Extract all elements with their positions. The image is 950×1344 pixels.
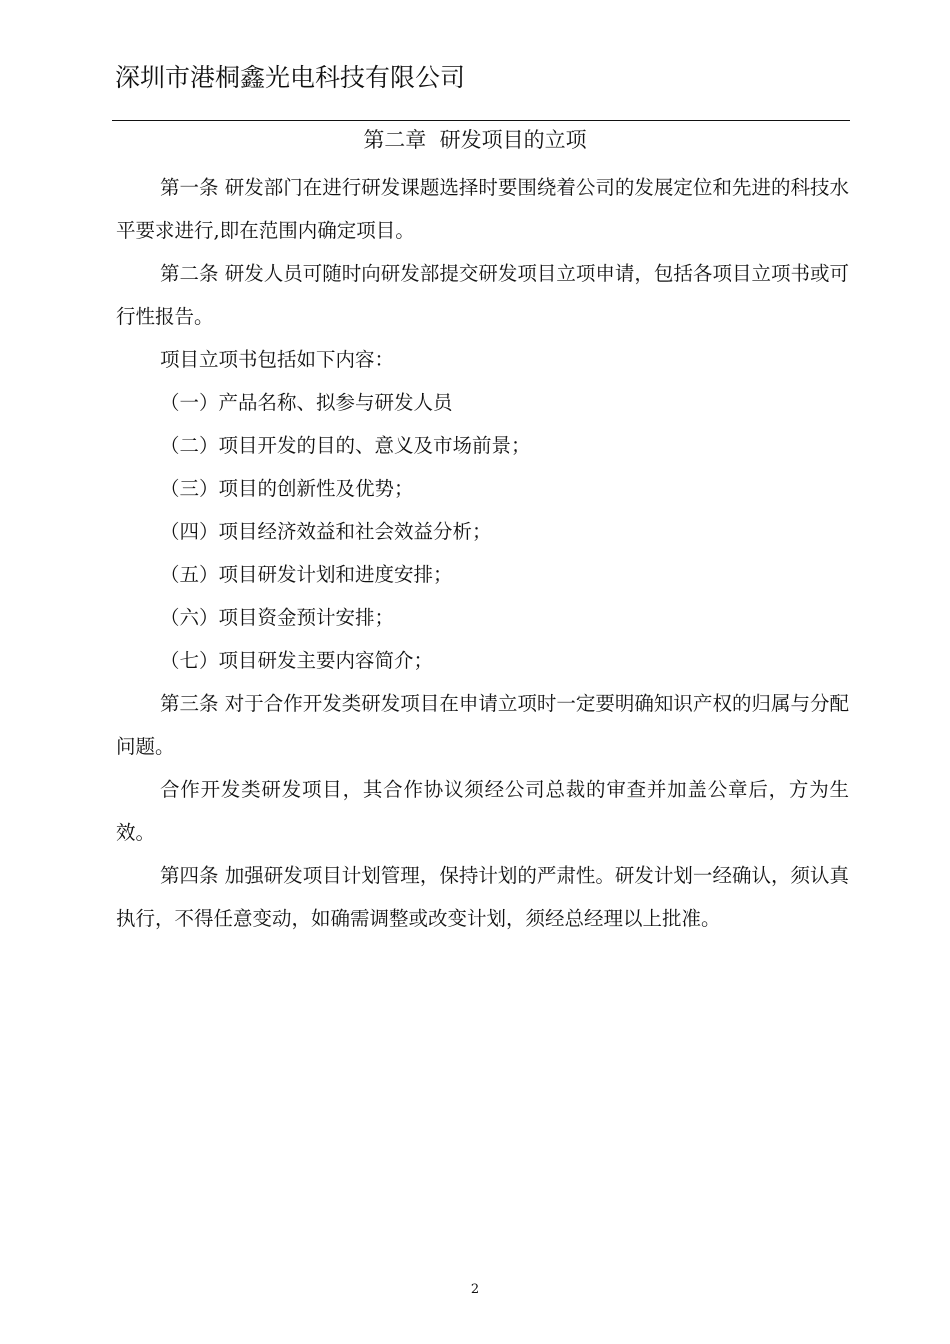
- list-item-3: （三）项目的创新性及优势；: [160, 477, 414, 500]
- article-3-paragraph: 第三条 对于合作开发类研发项目在申请立项时一定要明确知识产权的归属与分配问题。: [116, 692, 849, 758]
- cooperation-paragraph: 合作开发类研发项目，其合作协议须经公司总裁的审查并加盖公章后，方为生效。: [116, 778, 849, 844]
- article-2-paragraph: 第二条 研发人员可随时向研发部提交研发项目立项申请，包括各项目立项书或可行性报告。: [116, 262, 849, 328]
- list-item-4: （四）项目经济效益和社会效益分析；: [160, 520, 492, 543]
- page-number: 2: [470, 1282, 480, 1297]
- article-4-paragraph: 第四条 加强研发项目计划管理，保持计划的严肃性。研发计划一经确认，须认真执行，不得任意变动，如确需调整或改变计划，须经总经理以上批准。: [116, 864, 849, 930]
- header-company-name: 深圳市港桐鑫光电科技有限公司: [115, 63, 466, 92]
- list-item-7: （七）项目研发主要内容简介；: [160, 649, 434, 672]
- article-1-paragraph: 第一条 研发部门在进行研发课题选择时要围绕着公司的发展定位和先进的科技水平要求进行,即在范围内确定项目。: [116, 176, 849, 242]
- header-divider: [112, 120, 850, 121]
- list-item-6: （六）项目资金预计安排；: [160, 606, 395, 629]
- list-item-2: （二）项目开发的目的、意义及市场前景；: [160, 434, 531, 457]
- proposal-contents-intro: 项目立项书包括如下内容：: [160, 348, 395, 371]
- list-item-1: （一）产品名称、拟参与研发人员: [160, 391, 453, 414]
- chapter-title: 第二章 研发项目的立项: [363, 128, 587, 152]
- list-item-5: （五）项目研发计划和进度安排；: [160, 563, 453, 586]
